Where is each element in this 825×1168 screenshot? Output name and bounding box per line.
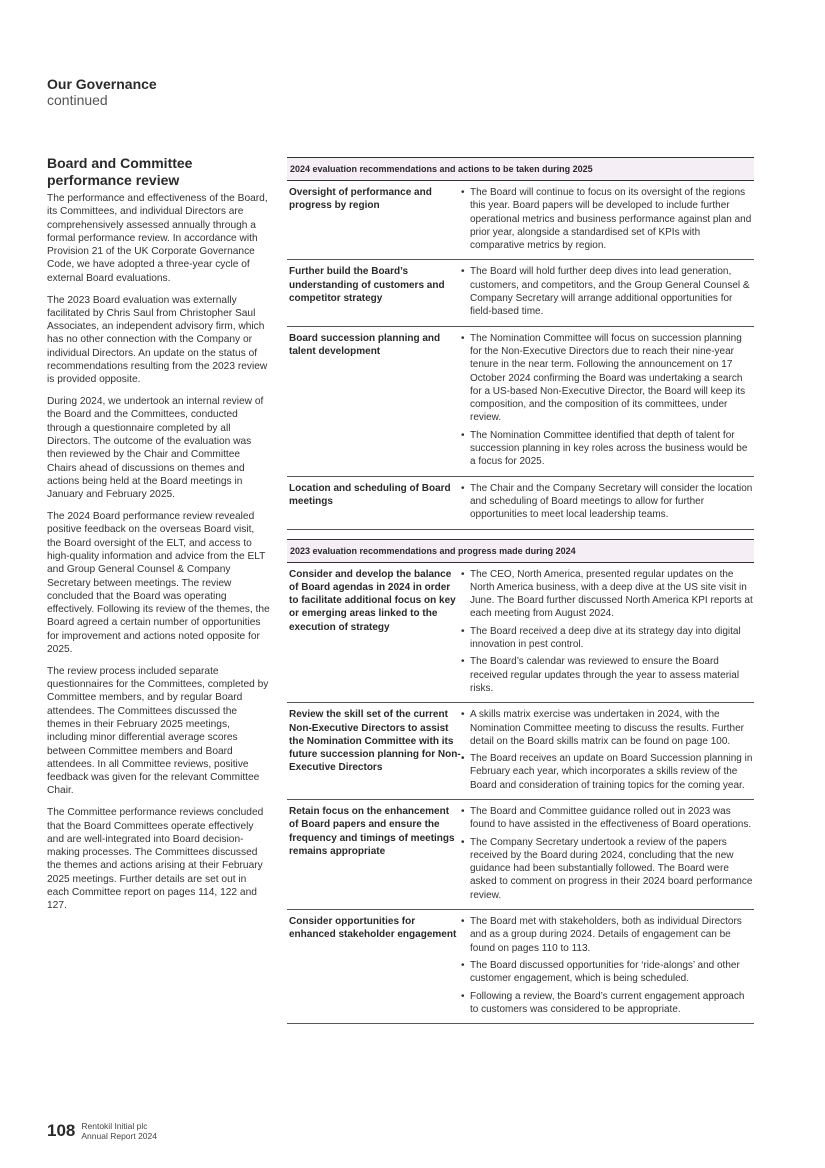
- row-topic: Board succession planning and talent development: [289, 332, 441, 357]
- bullet-icon: •: [461, 482, 465, 494]
- table-row: [287, 477, 754, 530]
- row-points: [461, 482, 754, 522]
- row-topic: Review the skill set of the current Non-Executive Directors to assist the Nomination Committee with its future succession planning for Non-Executive Directors: [289, 709, 461, 774]
- bullet-text: The Board will continue to focus on its oversight of the regions this year. Board papers will be developed to include further operational metrics and business performance against plan and prior year, alongside a standardised set of KPIs with comparative metrics by region.: [470, 187, 752, 252]
- bullet-icon: •: [461, 656, 465, 668]
- bullet-point: [461, 429, 754, 469]
- intro-paragraph: The performance and effectiveness of the Board, its Committees, and individual Directors are comprehensively assessed annually through a formal performance review. In accordance with Provision 21 of the UK Corporate Governance Code, we have adopted a three-year cycle of external Board evaluations.: [47, 193, 268, 284]
- bullet-point: [461, 752, 754, 792]
- bullet-text: The Board’s calendar was reviewed to ensure the Board received regular updates through the year to assess material risks.: [470, 656, 740, 694]
- table-row: [287, 563, 754, 704]
- table-row: [287, 910, 754, 1024]
- section-gap: [287, 530, 754, 539]
- bullet-icon: •: [461, 753, 465, 765]
- row-topic: Consider opportunities for enhanced stakeholder engagement: [289, 916, 457, 941]
- bullet-point: [461, 655, 754, 695]
- bullet-point: [461, 186, 754, 252]
- intro-paragraph: The Committee performance reviews concluded that the Board Committees operate effectively and are well-integrated into Board decision-making processes. The Committees discussed the themes and actions arising at their February 2025 meetings. Further details are set out in each Committee report on pages 114, 122 and 127.: [47, 807, 264, 912]
- intro-paragraph: The 2024 Board performance review revealed positive feedback on the overseas Board visit, the Board oversight of the ELT, and access to high-quality information and advice from the ELT and Group General Counsel & Company Secretary between meetings. The review concluded that the Board was operating effectively. Following its review of the themes, the Board agreed a certain number of opportunities for improvement and actions noted opposite for 2025.: [47, 511, 270, 655]
- page-header: [47, 76, 157, 109]
- bullet-point: [461, 265, 754, 318]
- table-row: [287, 260, 754, 326]
- row-topic: Oversight of performance and progress by region: [289, 187, 432, 212]
- bullet-point: [461, 836, 754, 902]
- intro-heading: Board and Committee performance review: [47, 155, 193, 188]
- report-name: Annual Report 2024: [81, 1131, 157, 1141]
- bullet-point: [461, 332, 754, 425]
- bullet-icon: •: [461, 836, 465, 848]
- intro-paragraph: The 2023 Board evaluation was externally facilitated by Chris Saul from Christopher Saul Associates, an independent advisory firm, which has no other connection with the Company or individual Directors. An update on the status of recommendations resulting from the 2023 review is provided opposite.: [47, 294, 268, 386]
- row-points: [461, 568, 754, 696]
- footer-company-block: [81, 1121, 157, 1141]
- bullet-icon: •: [461, 959, 465, 971]
- section-subtitle: continued: [47, 92, 108, 108]
- bullet-text: The Nomination Committee will focus on succession planning for the Non-Executive Directors due to reach their nine-year tenure in the near term. Following the announcement on 17 October 2024 confirming the Board was undertaking a search for a US-based Non-Executive Director, the Board will keep its composition, and the composition of its committees, under review.: [470, 332, 746, 424]
- page-footer: [47, 1121, 157, 1141]
- bullet-icon: •: [461, 187, 465, 198]
- bullet-text: A skills matrix exercise was undertaken in 2024, with the Nomination Committee meeting to discuss the results. Further detail on the Board skills matrix can be found on page 100.: [470, 709, 744, 747]
- row-points: [461, 915, 754, 1016]
- bullet-text: The Board receives an update on Board Succession planning in February each year, which incorporates a skills review of the Board and consideration of training topics for the coming year.: [470, 753, 753, 791]
- table-row: [287, 703, 754, 800]
- section-title: Our Governance: [47, 76, 157, 92]
- bullet-text: The Board and Committee guidance rolled out in 2023 was found to have assisted in the effectiveness of Board operations.: [470, 805, 752, 831]
- bullet-text: The Board met with stakeholders, both as individual Directors and as a group during 2024. Details of engagement can be found on pages 110 to 113.: [470, 916, 742, 954]
- bullet-icon: •: [461, 568, 465, 580]
- bullet-text: The Chair and the Company Secretary will consider the location and scheduling of Board meetings to allow for further opportunities to meet local leadership teams.: [470, 482, 753, 521]
- bullet-text: The Board received a deep dive at its strategy day into digital innovation in pest control.: [470, 625, 741, 651]
- intro-column: [47, 155, 270, 921]
- bullet-point: [461, 990, 754, 1017]
- intro-paragraph: During 2024, we undertook an internal review of the Board and the Committees, conducted through a questionnaire completed by all Directors. The outcome of the evaluation was then reviewed by the Chair and Committee Chairs ahead of discussions on themes and actions being held at the Board meetings in January and February 2025.: [47, 396, 264, 501]
- bullet-point: [461, 805, 754, 832]
- bullet-text: The Nomination Committee identified that depth of talent for succession planning in key roles across the business would be a focus for 2025.: [470, 429, 748, 468]
- row-topic: Further build the Board’s understanding of customers and competitor strategy: [289, 266, 445, 305]
- bullet-icon: •: [461, 990, 465, 1002]
- row-points: [461, 265, 754, 318]
- row-topic: Retain focus on the enhancement of Board papers and ensure the frequency and timings of meetings remains appropriate: [289, 805, 455, 857]
- bullet-text: The Board discussed opportunities for ‘ride-alongs’ and other customer engagement, which is being scheduled.: [470, 959, 740, 985]
- bullet-point: [461, 959, 754, 986]
- bullet-point: [461, 915, 754, 955]
- bullet-icon: •: [461, 709, 465, 721]
- row-points: [461, 332, 754, 469]
- row-topic: Consider and develop the balance of Board agendas in 2024 in order to facilitate additional focus on key or emerging areas linked to the execution of strategy: [289, 568, 456, 633]
- section-heading-2023: 2023 evaluation recommendations and progress made during 2024: [287, 539, 754, 563]
- row-topic: Location and scheduling of Board meetings: [289, 482, 451, 507]
- bullet-text: The Company Secretary undertook a review of the papers received by the Board during 2024, concluding that the new guidance had been substantially followed. The Board were asked to comment on progress in their 2024 board performance review.: [470, 836, 753, 901]
- table-row: [287, 800, 754, 910]
- bullet-icon: •: [461, 625, 465, 637]
- bullet-text: Following a review, the Board’s current engagement approach to customers was considered to be appropriate.: [470, 990, 745, 1015]
- bullet-point: [461, 568, 754, 621]
- bullet-icon: •: [461, 916, 465, 928]
- row-points: [461, 708, 754, 792]
- bullet-icon: •: [461, 332, 465, 344]
- page-number: 108: [47, 1121, 76, 1140]
- bullet-icon: •: [461, 805, 465, 817]
- row-points: [461, 186, 754, 252]
- bullet-point: [461, 708, 754, 748]
- bullet-text: The Board will hold further deep dives into lead generation, customers, and competitors, and the Group General Counsel & Company Secretary will arrange additional opportunities for field-based time.: [470, 266, 750, 318]
- company-name: Rentokil Initial plc: [81, 1121, 148, 1131]
- table-row: [287, 327, 754, 477]
- row-points: [461, 805, 754, 902]
- bullet-icon: •: [461, 429, 465, 441]
- table-row: [287, 181, 754, 260]
- section-heading-2024: 2024 evaluation recommendations and actions to be taken during 2025: [287, 157, 754, 181]
- evaluation-table: [287, 157, 754, 1024]
- bullet-point: [461, 625, 754, 652]
- bullet-icon: •: [461, 266, 465, 278]
- bullet-point: [461, 482, 754, 522]
- bullet-text: The CEO, North America, presented regular updates on the North America business, with a deep dive at the US site visit in June. The Board further discussed North America KPI reports at each meeting from August 2024.: [470, 568, 753, 620]
- intro-paragraph: The review process included separate questionnaires for the Committees, completed by Committee members, and by regular Board attendees. The Committees discussed the themes in their February 2025 meetings, including minor differential average scores between Committee members and Board attendees. In all Committee reviews, positive feedback was given for the relevant Committee Chair.: [47, 665, 269, 797]
